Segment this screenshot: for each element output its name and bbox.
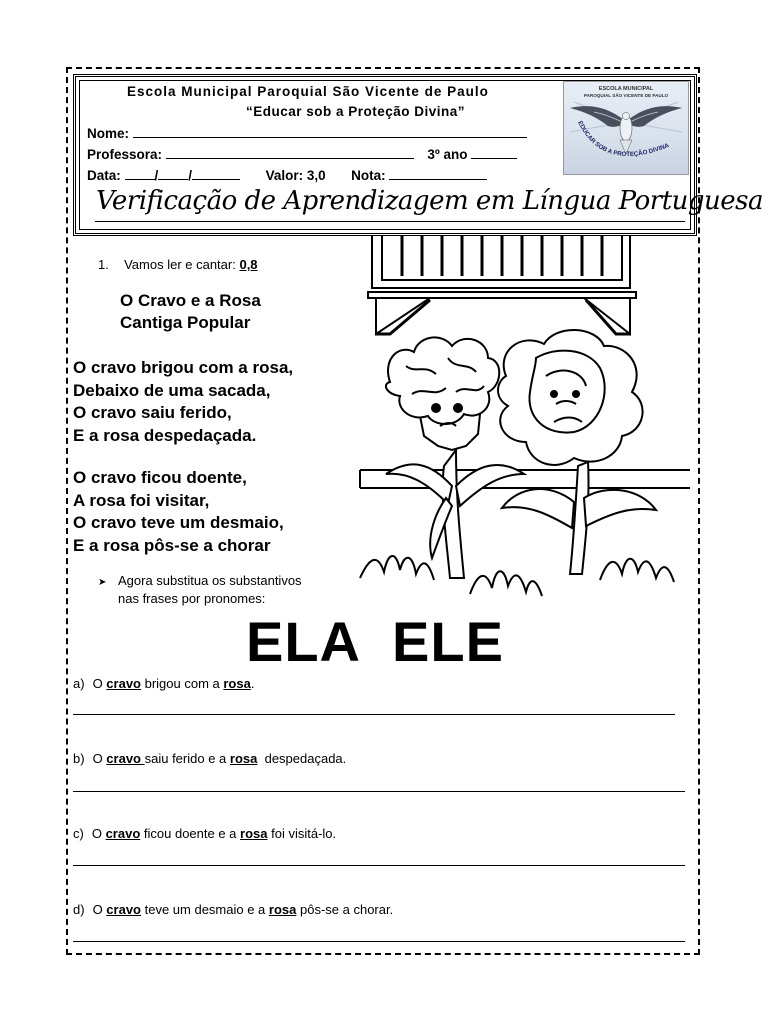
item-text: saiu ferido e a — [144, 751, 230, 766]
underlined-noun: rosa — [223, 676, 251, 691]
logo-text-sub: PAROQUIAL SÃO VICENTE DE PAULO — [583, 93, 669, 98]
question-score: 0,8 — [239, 257, 258, 272]
underlined-noun: cravo — [106, 676, 141, 691]
answer-line[interactable] — [73, 941, 685, 942]
underlined-noun: cravo — [106, 902, 141, 917]
date-separator: / — [188, 168, 193, 183]
arrow-bullet-icon: ➤ — [98, 577, 107, 588]
teacher-label: Professora: — [87, 147, 163, 162]
exercise-item-b — [73, 751, 346, 766]
instruction-line: nas frases por pronomes: — [118, 591, 266, 606]
stanza-2 — [73, 467, 284, 557]
verse-line: A rosa foi visitar, — [73, 490, 210, 510]
exercise-item-a — [73, 676, 254, 691]
stanza-1 — [73, 357, 293, 447]
item-text: ficou doente e a — [140, 826, 241, 841]
school-logo — [563, 81, 689, 175]
answer-line[interactable] — [73, 865, 685, 866]
item-text: . — [250, 676, 255, 691]
verse-line: E a rosa pôs-se a chorar — [73, 535, 271, 555]
date-day-blank[interactable] — [125, 167, 155, 180]
logo-text-arc: EDUCAR SOB A PROTEÇÃO DIVINA — [576, 119, 670, 159]
item-text: O — [92, 902, 107, 917]
item-text: O — [91, 826, 106, 841]
question-1 — [98, 257, 258, 272]
underlined-noun: rosa — [240, 826, 268, 841]
verse-line: E a rosa despedaçada. — [73, 425, 257, 445]
school-name: Escola Municipal Paroquial São Vicente de Paulo — [127, 84, 489, 99]
pronouns-heading: ELA ELE — [246, 610, 504, 673]
item-letter: d) — [73, 902, 85, 917]
date-label: Data: — [87, 168, 121, 183]
item-text: O — [92, 676, 107, 691]
score-label: Nota: — [351, 168, 386, 183]
name-field-row — [87, 125, 527, 141]
item-letter: b) — [73, 751, 85, 766]
exercise-item-d — [73, 902, 393, 917]
carnation-rose-illustration — [360, 236, 690, 596]
song-title: O Cravo e a Rosa — [120, 291, 261, 310]
dove-icon — [564, 82, 688, 174]
score-blank[interactable] — [389, 167, 487, 180]
instruction — [98, 573, 302, 607]
question-text: Vamos ler e cantar: — [124, 257, 240, 272]
underlined-noun: rosa — [229, 751, 258, 766]
school-motto: “Educar sob a Proteção Divina” — [246, 104, 466, 119]
date-field-row — [87, 167, 487, 183]
date-year-blank[interactable] — [192, 167, 240, 180]
name-blank[interactable] — [133, 125, 527, 138]
verse-line: O cravo saiu ferido, — [73, 403, 232, 422]
question-number: 1. — [98, 257, 109, 272]
item-text: pôs-se a chorar. — [296, 902, 394, 917]
song-subtitle: Cantiga Popular — [120, 313, 251, 332]
item-text: despedaçada. — [257, 751, 347, 766]
instruction-line: Agora substitua os substantivos — [118, 573, 302, 588]
song-heading — [120, 290, 261, 334]
page-title: Verificação de Aprendizagem em Língua Portuguesa — [96, 186, 764, 216]
item-letter: a) — [73, 676, 85, 691]
name-label: Nome: — [87, 126, 130, 141]
underlined-noun: cravo — [106, 751, 145, 766]
answer-line[interactable] — [73, 791, 685, 792]
date-month-blank[interactable] — [158, 167, 188, 180]
verse-line: O cravo ficou doente, — [73, 468, 247, 487]
teacher-field-row — [87, 146, 517, 162]
item-letter: c) — [73, 826, 84, 841]
value-label: Valor: 3,0 — [265, 168, 326, 183]
item-text: foi visitá-lo. — [267, 826, 337, 841]
underlined-noun: rosa — [268, 902, 297, 917]
date-separator: / — [154, 168, 159, 183]
grade-year-blank[interactable] — [471, 146, 517, 159]
underlined-noun: cravo — [105, 826, 141, 841]
exercise-item-c — [73, 826, 336, 841]
verse-line: O cravo teve um desmaio, — [73, 513, 284, 532]
verse-line: O cravo brigou com a rosa, — [73, 358, 294, 377]
verse-line: Debaixo de uma sacada, — [73, 380, 271, 400]
item-text: O — [92, 751, 107, 766]
logo-text-top: ESCOLA MUNICIPAL — [598, 86, 654, 92]
item-text: brigou com a — [141, 676, 224, 691]
item-text: teve um desmaio e a — [141, 902, 269, 917]
title-underline — [95, 221, 685, 222]
answer-line[interactable] — [73, 714, 675, 715]
teacher-blank[interactable] — [166, 146, 414, 159]
grade-year-label: 3º ano — [427, 147, 468, 162]
